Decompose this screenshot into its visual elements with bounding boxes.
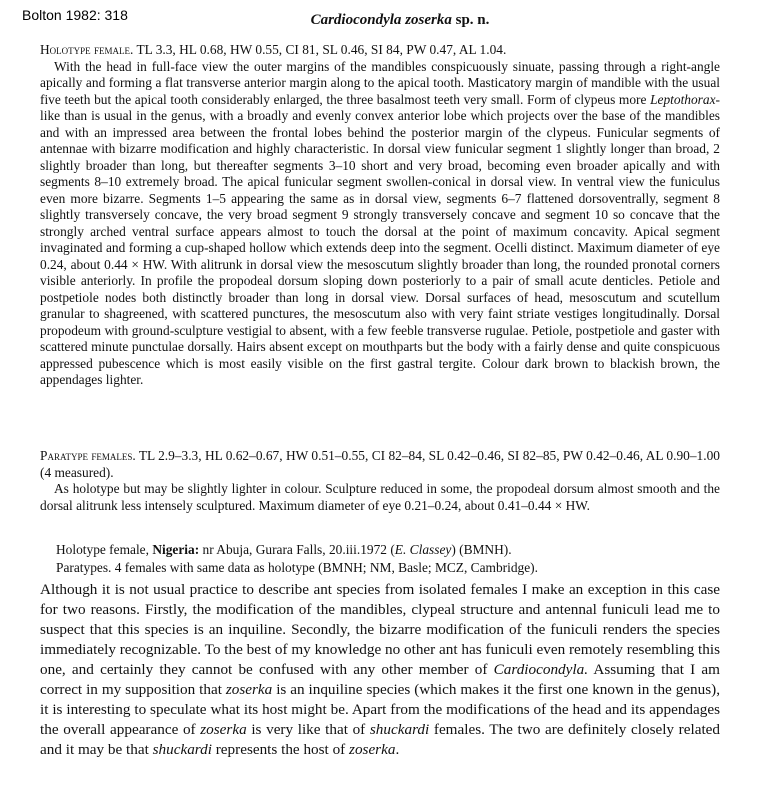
discussion-s7: . — [395, 741, 400, 758]
title-suffix: sp. n. — [455, 12, 490, 28]
holotype-description — [40, 59, 720, 389]
holotype-measurements-line — [40, 42, 720, 59]
discussion-i3: zoserka — [200, 721, 247, 738]
species-title — [0, 12, 760, 29]
citation-label: Bolton 1982: 318 — [22, 7, 128, 23]
holotype-country: Nigeria: — [152, 542, 200, 557]
discussion-i1: Cardiocondyla. — [493, 661, 588, 678]
discussion-i4: shuckardi — [369, 721, 430, 738]
discussion-paragraph — [40, 580, 720, 760]
holotype-locality: nr Abuja, Gurara Falls, 20.iii.1972 ( — [199, 542, 395, 557]
holotype-collector: E. Classey — [394, 542, 452, 557]
discussion-s3: is an inquiline species (which makes it the first one known in the genus), it is interesting to speculate what its host might be. Apart from the modifications of the head and its appendages the overall appearance of — [40, 681, 720, 738]
holotype-measurements: TL 3.3, HL 0.68, HW 0.55, CI 81, SL 0.46, SI 84, PW 0.47, AL 1.04. — [136, 42, 507, 57]
discussion-s5: females. The two are definitely closely related and it may be that — [40, 721, 720, 758]
discussion-i6: zoserka — [349, 741, 396, 758]
holotype-material-prefix: Holotype female, — [56, 542, 153, 557]
paratype-measurements-line — [40, 448, 720, 481]
paratype-material: Paratypes. 4 females with same data as holotype (BMNH; NM, Basle; MCZ, Cambridge). — [56, 559, 538, 575]
discussion-s4: is very like that of — [246, 721, 370, 738]
paratype-section — [40, 448, 720, 514]
holotype-label: Holotype female. — [40, 42, 134, 57]
title-species: zoserka — [405, 12, 452, 28]
holotype-desc-part2: -like than is usual in the genus, with a broadly and evenly convex anterior lobe which projects over the base of the mandibles and with an impressed area between the frontal lobes behind the posterior margin of the clypeus. Funicular segments of antennae with bizarre modification and highly characteristic. In dorsal view funicular segment 1 slightly longer than broad, 2 slightly broader than long, but thereafter segments 3–10 short and very broad, becoming even broader apically and with segments 8–10 extremely broad. The apical funicular segment swollen-conical in dorsal view. In ventral view the funiculus even more bizarre. Segments 1–5 appearing the same as in dorsal view, segments 6–7 flattened dorsoventrally, segment 8 slightly transversely concave, the very broad segment 9 strongly transversely concave and segment 10 so concave that the strongly arched ventral surface appears almost to touch the dorsal at the point of maximum concavity. Apical segment invaginated and forming a cup-shaped hollow which extends deep into the segment. Ocelli distinct. Maximum diameter of eye 0.24, about 0.44 × HW. With alitrunk in dorsal view the mesoscutum slightly broader than long, the rounded pronotal corners visible anteriorly. In profile the propodeal dorsum sloping down posteriorly to a pair of small acute denticles. Petiole and postpetiole nodes both distinctly broader than long in dorsal view. Dorsal surfaces of head, mesoscutum and scutellum granular to shagreened, with scattered punctures, the mesoscutum also with very faint striate vestiges longitudinally. Dorsal propodeum with ground-sculpture vestigial to absent, with a few feeble transverse rugulae. Petiole, postpetiole and gaster with scattered minute punctulae dorsally. Hairs absent except on mouthparts but the body with a fairly dense and quite conspicuous appressed pubescence which is most easily visible on the first gastral tergite. Colour dark brown to blackish brown, the appendages lighter. — [40, 91, 720, 387]
paratype-description: As holotype but may be slightly lighter in colour. Sculpture reduced in some, the propodeal dorsum almost smooth and the dorsal alitrunk less intensely sculptured. Maximum diameter of eye 0.21–0.24, about 0.41–0.44 × HW. — [40, 481, 720, 513]
holotype-depository: ) (BMNH). — [451, 542, 512, 557]
discussion-i5: shuckardi — [152, 741, 212, 758]
discussion-i2: zoserka — [225, 681, 273, 698]
holotype-section — [40, 42, 720, 389]
holotype-desc-italic: Leptothorax — [650, 91, 716, 107]
paratype-measurements: TL 2.9–3.3, HL 0.62–0.67, HW 0.51–0.55, CI 82–84, SL 0.42–0.46, SI 82–85, PW 0.42–0.46, AL 0.90–1.00 (4 measured). — [40, 448, 720, 480]
discussion-s1: Although it is not usual practice to describe ant species from isolated females I make an exception in this case for two reasons. Firstly, the modification of the mandibles, clypeal structure and antennal funiculi lead me to suspect that this species is an inquiline. Secondly, the bizarre modification of the funiculi renders the species immediately recognizable. To the best of my knowledge no other ant has funiculi even remotely resembling this one, and certainly they cannot be confused with any other member of — [40, 581, 720, 678]
discussion-s2: Assuming that I am correct in my supposition that — [40, 661, 720, 698]
title-genus: Cardiocondyla — [310, 12, 402, 28]
material-examined — [56, 541, 716, 576]
holotype-desc-part1: With the head in full-face view the outer margins of the mandibles conspicuously sinuate, passing through a right-angle apically and forming a flat transverse anterior margin along to the apical tooth. Masticatory margin of mandible with the usual five teeth but the apical tooth considerably enlarged, the three basalmost teeth very small. Form of clypeus more — [40, 58, 720, 107]
holotype-material — [56, 541, 716, 559]
discussion-s6: represents the host of — [211, 741, 350, 758]
paratype-label: Paratype females. — [40, 448, 136, 463]
